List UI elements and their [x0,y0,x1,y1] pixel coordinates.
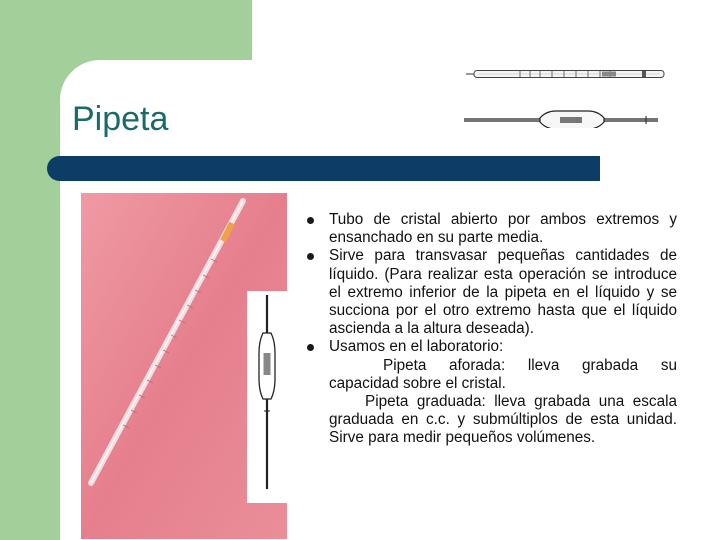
sub-item-text: : lleva grabada una escala graduada en c.c. y submúltiplos de esta unidad. Sirve para medir pequeños volúmenes. [329,393,677,447]
sub-item-text: : lleva grabada su capacidad sobre el cristal. [329,356,677,392]
pipette-photo [81,193,287,539]
sub-item-term: Pipeta graduada [365,393,482,411]
bullet-item [307,211,677,247]
bullet-text: Sirve para transvasar pequeñas cantidades de líquido. (Para realizar esta operación se introduce el extremo inferior de la pipeta en el líquido y se succiona por el otro extremo hasta que el líquido ascienda a la altura deseada). [329,247,677,338]
sub-item-graduada [329,393,677,448]
slide-title: Pipeta [72,100,169,138]
volumetric-pipette-drawing [464,111,658,128]
sub-item-aforada [329,357,677,393]
sub-item-term: Pipeta aforada [383,356,501,374]
bullet-item [307,247,677,338]
bullet-dot-icon [307,217,314,224]
bullet-text: Tubo de cristal abierto por ambos extremos y ensanchado en su parte media. [329,211,677,247]
bullet-dot-icon [307,253,314,260]
bullet-text: Usamos en el laboratorio: [329,338,504,356]
volumetric-pipette-inset [247,291,287,503]
bullet-list [307,211,677,448]
title-underline-bar [47,156,600,181]
bullet-dot-icon [307,344,314,351]
bullet-item [307,338,677,447]
graduated-pipette-drawing [466,71,664,78]
pipette-drawings [460,60,670,128]
